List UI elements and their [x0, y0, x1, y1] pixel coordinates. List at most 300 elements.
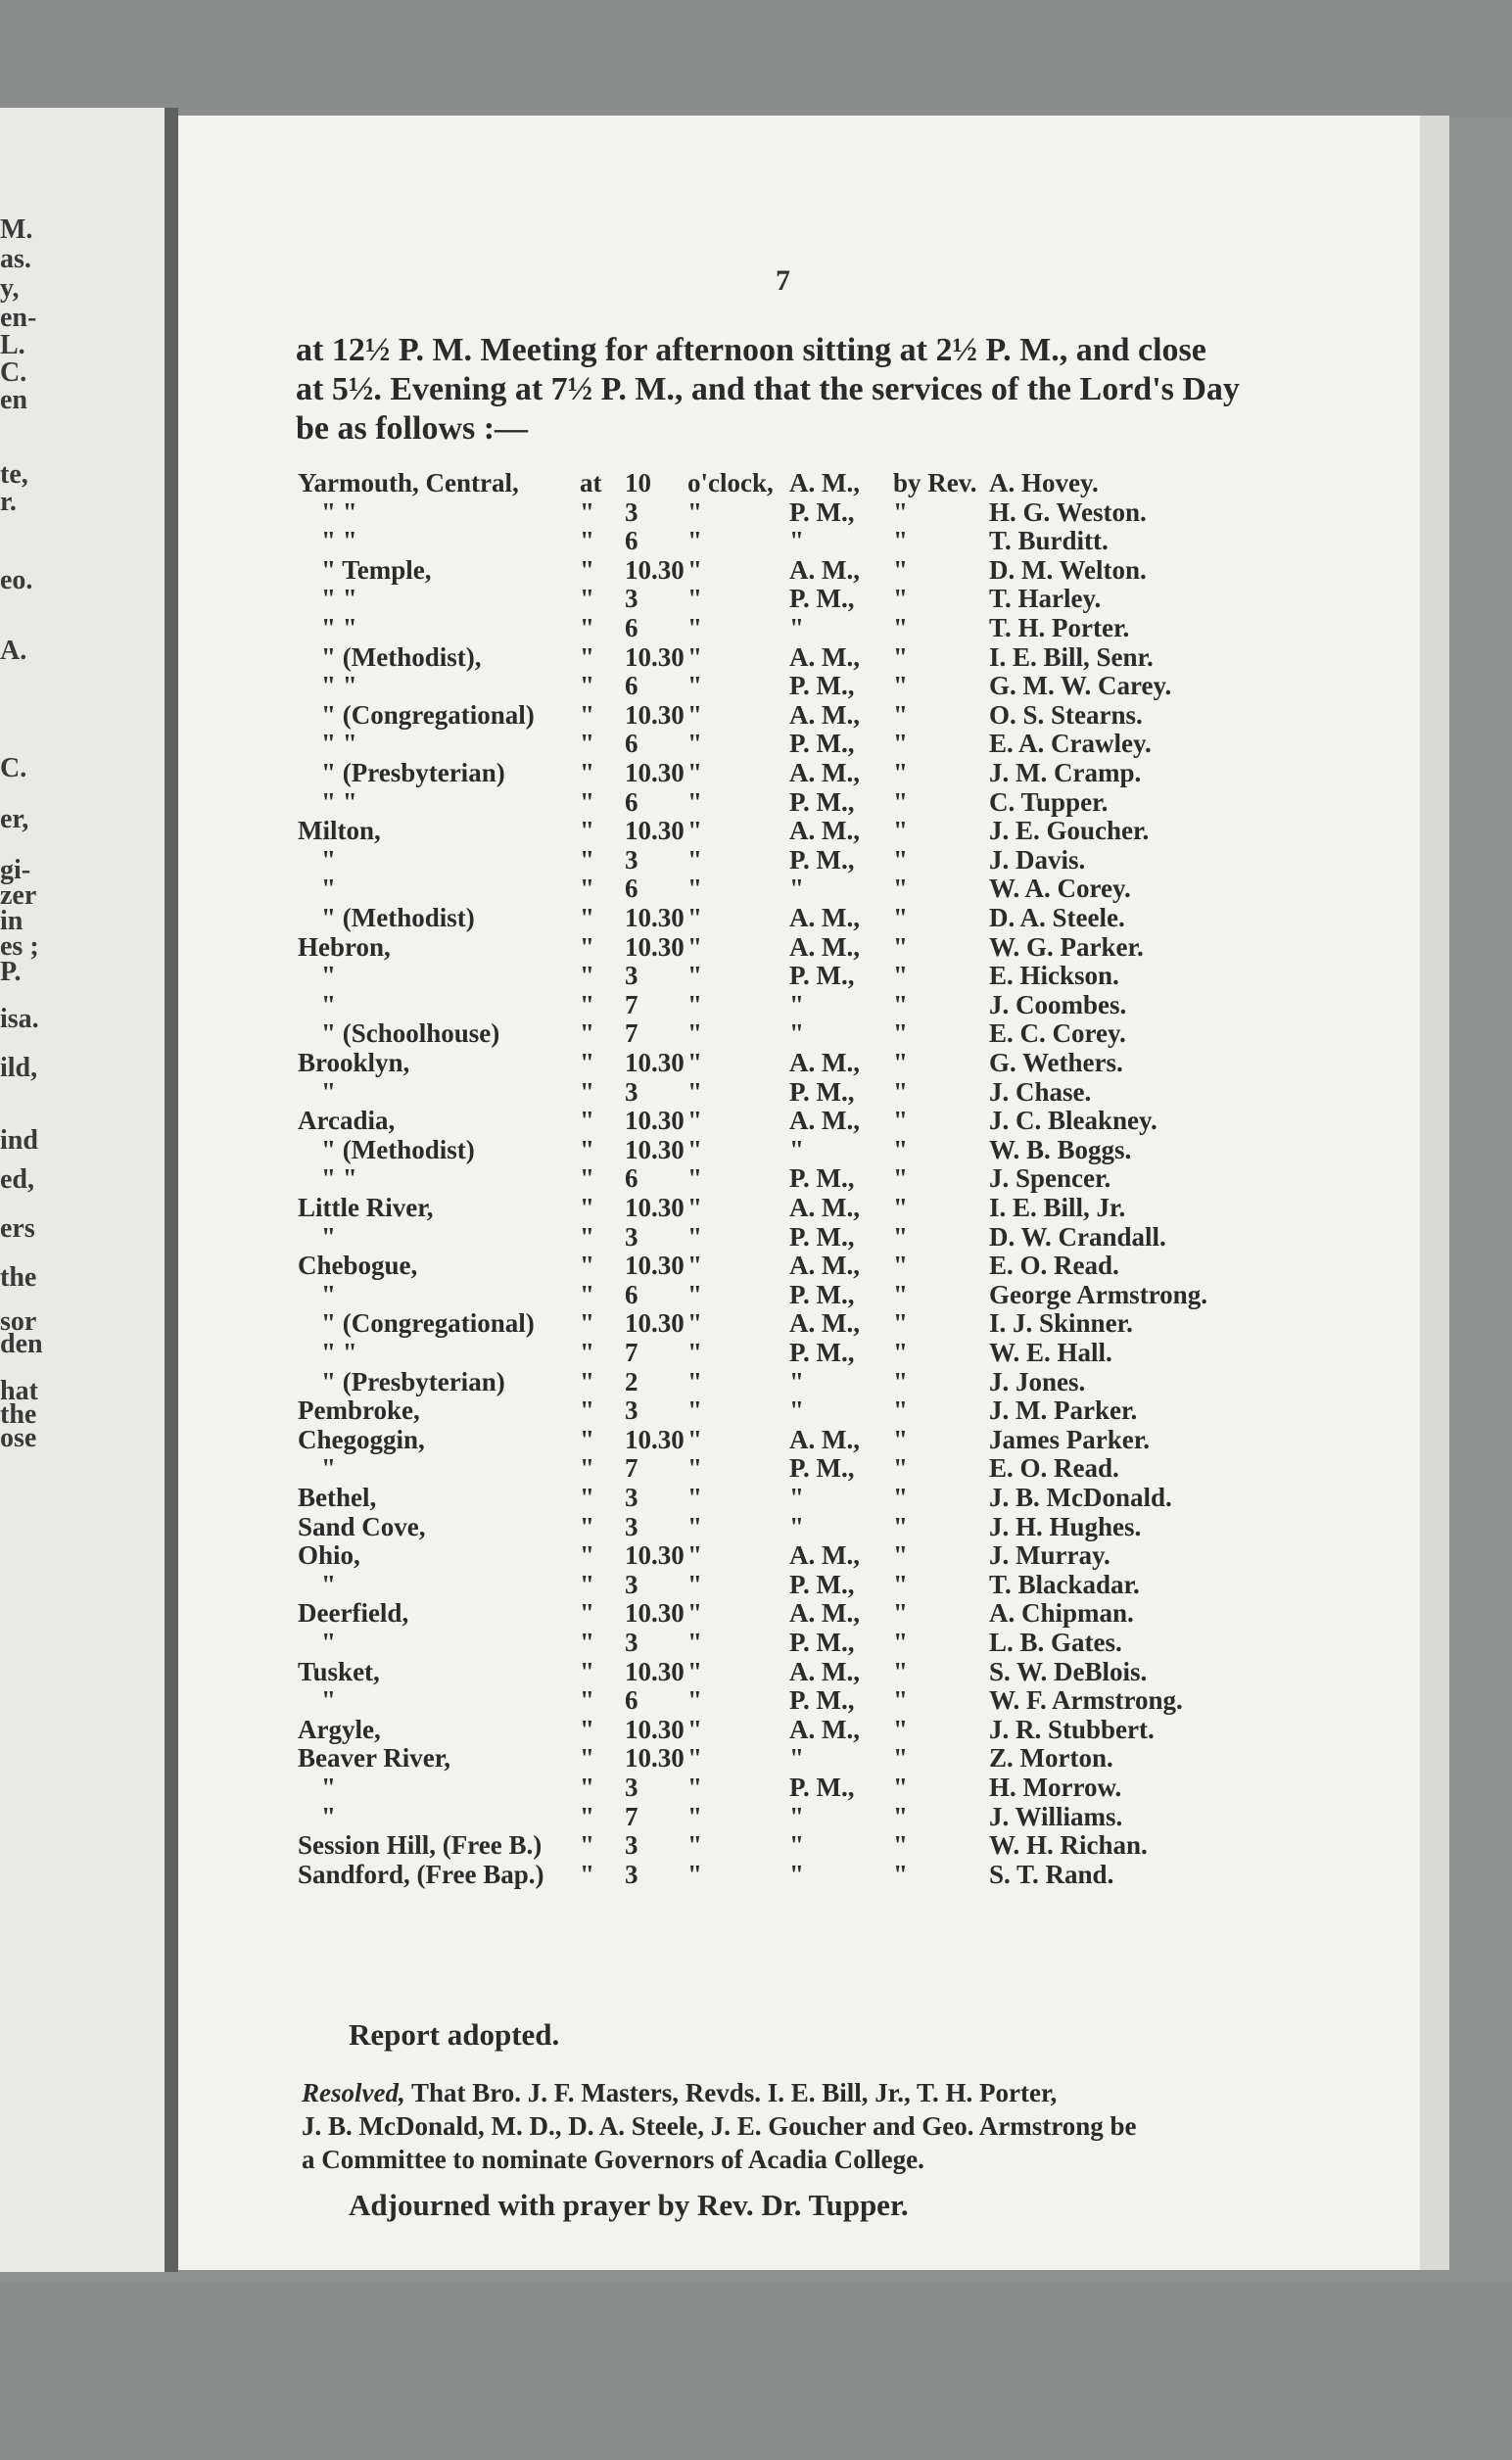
schedule-ampm: A. M., — [789, 700, 860, 730]
facing-page-fragment: P. — [0, 957, 22, 987]
schedule-row — [178, 1425, 1420, 1454]
schedule-oclock: " — [687, 584, 702, 613]
facing-page-fragment: C. — [0, 753, 27, 783]
schedule-minister: T. Burditt. — [989, 526, 1109, 555]
schedule-place: " — [321, 845, 336, 875]
schedule-oclock: " — [687, 845, 702, 875]
schedule-minister: G. Wethers. — [989, 1048, 1123, 1077]
schedule-minister: E. O. Read. — [989, 1251, 1119, 1280]
schedule-row — [178, 1367, 1420, 1396]
facing-page-fragment: as. — [0, 244, 31, 274]
schedule-by: " — [893, 1367, 908, 1396]
schedule-minister: E. C. Corey. — [989, 1018, 1126, 1048]
schedule-by: " — [893, 1570, 908, 1599]
schedule-at: " — [580, 671, 594, 700]
scan-background-bottom — [0, 2282, 1512, 2460]
schedule-row — [178, 758, 1420, 787]
schedule-oclock: " — [687, 758, 702, 787]
schedule-hour: 3 — [625, 1830, 638, 1860]
schedule-ampm: P. M., — [789, 1773, 855, 1802]
schedule-hour: 10.30 — [625, 642, 685, 672]
schedule-minister: J. Coombes. — [989, 990, 1127, 1019]
schedule-minister: E. A. Crawley. — [989, 729, 1152, 758]
schedule-ampm: A. M., — [789, 1251, 860, 1280]
schedule-oclock: " — [687, 1540, 702, 1570]
schedule-by: " — [893, 1802, 908, 1831]
schedule-row — [178, 584, 1420, 613]
schedule-oclock: " — [687, 1251, 702, 1280]
schedule-oclock: " — [687, 1773, 702, 1802]
schedule-oclock: " — [687, 990, 702, 1019]
schedule-ampm: A. M., — [789, 903, 860, 932]
schedule-ampm: A. M., — [789, 555, 860, 585]
schedule-row — [178, 1048, 1420, 1077]
schedule-place: " (Schoolhouse) — [321, 1018, 500, 1048]
schedule-at: " — [580, 961, 594, 990]
schedule-row — [178, 1396, 1420, 1425]
report-adopted: Report adopted. — [349, 2017, 560, 2052]
schedule-hour: 3 — [625, 1570, 638, 1599]
schedule-hour: 3 — [625, 1628, 638, 1657]
schedule-by: " — [893, 1657, 908, 1686]
schedule-place: " " — [321, 584, 357, 613]
schedule-row — [178, 874, 1420, 903]
schedule-by: " — [893, 1483, 908, 1512]
schedule-by: " — [893, 1628, 908, 1657]
schedule-by: " — [893, 613, 908, 642]
schedule-minister: C. Tupper. — [989, 787, 1109, 817]
schedule-hour: 10.30 — [625, 816, 685, 845]
schedule-by: " — [893, 671, 908, 700]
intro-line: at 12½ P. M. Meeting for afternoon sitting at 2½ P. M., and close — [296, 332, 1206, 368]
schedule-at: " — [580, 1483, 594, 1512]
schedule-minister: D. M. Welton. — [989, 555, 1147, 585]
schedule-hour: 10.30 — [625, 1598, 685, 1628]
schedule-ampm: P. M., — [789, 497, 855, 527]
schedule-hour: 3 — [625, 1222, 638, 1252]
schedule-hour: 6 — [625, 1163, 638, 1193]
schedule-oclock: " — [687, 932, 702, 962]
schedule-place: " Temple, — [321, 555, 432, 585]
resolved-lead: Resolved, — [302, 2078, 405, 2107]
schedule-row — [178, 1685, 1420, 1715]
schedule-at: " — [580, 903, 594, 932]
schedule-place: Milton, — [298, 816, 381, 845]
schedule-ampm: " — [789, 1396, 804, 1425]
schedule-minister: A. Hovey. — [989, 468, 1099, 497]
facing-page-fragment: C. — [0, 357, 27, 388]
schedule-hour: 3 — [625, 961, 638, 990]
schedule-place: Brooklyn, — [298, 1048, 410, 1077]
schedule-ampm: P. M., — [789, 1338, 855, 1367]
schedule-minister: J. Chase. — [989, 1077, 1092, 1107]
schedule-ampm: " — [789, 1018, 804, 1048]
schedule-hour: 10.30 — [625, 700, 685, 730]
schedule-minister: J. E. Goucher. — [989, 816, 1150, 845]
schedule-by: " — [893, 990, 908, 1019]
schedule-minister: J. R. Stubbert. — [989, 1715, 1155, 1744]
schedule-ampm: A. M., — [789, 1193, 860, 1222]
schedule-at: " — [580, 1743, 594, 1773]
schedule-row — [178, 497, 1420, 527]
schedule-hour: 10.30 — [625, 1251, 685, 1280]
schedule-place: " — [321, 961, 336, 990]
schedule-row — [178, 1483, 1420, 1512]
schedule-hour: 7 — [625, 990, 638, 1019]
schedule-row — [178, 555, 1420, 585]
schedule-hour: 3 — [625, 845, 638, 875]
schedule-at: " — [580, 1106, 594, 1135]
facing-page-fragment: es ; — [0, 931, 39, 962]
schedule-minister: J. C. Bleakney. — [989, 1106, 1158, 1135]
schedule-place: " " — [321, 613, 357, 642]
schedule-hour: 6 — [625, 1280, 638, 1309]
intro-line: be as follows :— — [296, 410, 529, 447]
schedule-oclock: " — [687, 555, 702, 585]
schedule-row — [178, 787, 1420, 817]
schedule-minister: I. J. Skinner. — [989, 1308, 1133, 1338]
facing-page-fragment: isa. — [0, 1004, 39, 1034]
facing-page-fragment: ed, — [0, 1164, 34, 1195]
facing-page-fragment: the — [0, 1262, 37, 1293]
schedule-place: " — [321, 1685, 336, 1715]
schedule-hour: 3 — [625, 584, 638, 613]
schedule-hour: 6 — [625, 671, 638, 700]
facing-page-fragment: eo. — [0, 565, 33, 595]
schedule-at: " — [580, 874, 594, 903]
resolution-text: That Bro. J. F. Masters, Revds. I. E. Bill, Jr., T. H. Porter, — [411, 2078, 1058, 2107]
schedule-by: " — [893, 1077, 908, 1107]
schedule-oclock: " — [687, 1860, 702, 1889]
schedule-at: " — [580, 1396, 594, 1425]
schedule-minister: J. M. Parker. — [989, 1396, 1138, 1425]
schedule-ampm: " — [789, 1743, 804, 1773]
schedule-oclock: " — [687, 787, 702, 817]
schedule-place: " (Methodist) — [321, 1135, 475, 1164]
schedule-ampm: P. M., — [789, 1222, 855, 1252]
intro-paragraph — [296, 331, 1353, 449]
schedule-hour: 10.30 — [625, 555, 685, 585]
schedule-row — [178, 1657, 1420, 1686]
schedule-at: " — [580, 1308, 594, 1338]
schedule-by: " — [893, 1280, 908, 1309]
schedule-ampm: P. M., — [789, 1453, 855, 1483]
schedule-ampm: A. M., — [789, 1598, 860, 1628]
schedule-place: Sandford, (Free Bap.) — [298, 1860, 544, 1889]
schedule-by: " — [893, 1773, 908, 1802]
schedule-by: " — [893, 700, 908, 730]
schedule-ampm: P. M., — [789, 1163, 855, 1193]
schedule-hour: 7 — [625, 1802, 638, 1831]
schedule-oclock: " — [687, 816, 702, 845]
schedule-place: " (Congregational) — [321, 1308, 535, 1338]
schedule-oclock: " — [687, 1802, 702, 1831]
schedule-at: " — [580, 758, 594, 787]
schedule-ampm: P. M., — [789, 1685, 855, 1715]
schedule-place: Argyle, — [298, 1715, 381, 1744]
facing-page-fragment: sor — [0, 1306, 37, 1337]
schedule-at: " — [580, 584, 594, 613]
schedule-oclock: " — [687, 1338, 702, 1367]
schedule-place: Sand Cove, — [298, 1512, 426, 1541]
schedule-at: " — [580, 1598, 594, 1628]
schedule-at: " — [580, 1135, 594, 1164]
schedule-hour: 7 — [625, 1018, 638, 1048]
schedule-by: " — [893, 1222, 908, 1252]
schedule-minister: W. E. Hall. — [989, 1338, 1112, 1367]
schedule-minister: D. A. Steele. — [989, 903, 1125, 932]
schedule-hour: 10.30 — [625, 1135, 685, 1164]
schedule-minister: J. Spencer. — [989, 1163, 1111, 1193]
schedule-by: " — [893, 729, 908, 758]
facing-page-fragment: den — [0, 1329, 43, 1359]
schedule-row — [178, 1251, 1420, 1280]
schedule-at: " — [580, 1048, 594, 1077]
schedule-place: Beaver River, — [298, 1743, 450, 1773]
schedule-minister: J. B. McDonald. — [989, 1483, 1172, 1512]
schedule-place: " (Presbyterian) — [321, 758, 505, 787]
schedule-hour: 3 — [625, 1077, 638, 1107]
schedule-by: " — [893, 1598, 908, 1628]
resolution-line: J. B. McDonald, M. D., D. A. Steele, J. E. Goucher and Geo. Armstrong be — [302, 2111, 1137, 2141]
schedule-by: " — [893, 1251, 908, 1280]
schedule-oclock: " — [687, 903, 702, 932]
schedule-by: " — [893, 787, 908, 817]
schedule-hour: 3 — [625, 1483, 638, 1512]
schedule-by: " — [893, 1453, 908, 1483]
schedule-place: " " — [321, 526, 357, 555]
schedule-place: " — [321, 1453, 336, 1483]
schedule-place: Deerfield, — [298, 1598, 409, 1628]
schedule-hour: 10.30 — [625, 1540, 685, 1570]
schedule-ampm: A. M., — [789, 1048, 860, 1077]
schedule-at: " — [580, 932, 594, 962]
schedule-hour: 10.30 — [625, 1048, 685, 1077]
page — [178, 116, 1420, 2270]
schedule-at: " — [580, 1657, 594, 1686]
schedule-hour: 10.30 — [625, 903, 685, 932]
schedule-by: " — [893, 555, 908, 585]
schedule-by: " — [893, 874, 908, 903]
schedule-row — [178, 1106, 1420, 1135]
schedule-by: " — [893, 1135, 908, 1164]
schedule-row — [178, 961, 1420, 990]
schedule-ampm: P. M., — [789, 1077, 855, 1107]
schedule-oclock: " — [687, 1628, 702, 1657]
schedule-at: " — [580, 1193, 594, 1222]
schedule-row — [178, 1743, 1420, 1773]
schedule-place: " " — [321, 497, 357, 527]
schedule-at: " — [580, 1512, 594, 1541]
schedule-by: " — [893, 1106, 908, 1135]
schedule-ampm: P. M., — [789, 729, 855, 758]
schedule-minister: L. B. Gates. — [989, 1628, 1122, 1657]
schedule-hour: 10 — [625, 468, 651, 497]
schedule-ampm: A. M., — [789, 642, 860, 672]
schedule-place: " — [321, 1773, 336, 1802]
schedule-minister: T. Blackadar. — [989, 1570, 1140, 1599]
schedule-row — [178, 729, 1420, 758]
schedule-oclock: " — [687, 1077, 702, 1107]
schedule-minister: E. Hickson. — [989, 961, 1119, 990]
schedule-row — [178, 1163, 1420, 1193]
schedule-at: " — [580, 555, 594, 585]
schedule-ampm: A. M., — [789, 816, 860, 845]
facing-page-fragment: hat — [0, 1376, 38, 1406]
schedule-place: Little River, — [298, 1193, 434, 1222]
page-edge — [1420, 116, 1449, 2270]
schedule-ampm: P. M., — [789, 1628, 855, 1657]
schedule-place: " " — [321, 729, 357, 758]
schedule-minister: W. H. Richan. — [989, 1830, 1148, 1860]
schedule-oclock: " — [687, 1657, 702, 1686]
schedule-ampm: " — [789, 1802, 804, 1831]
schedule-hour: 10.30 — [625, 1715, 685, 1744]
schedule-at: " — [580, 1222, 594, 1252]
schedule-hour: 10.30 — [625, 1308, 685, 1338]
schedule-row — [178, 700, 1420, 730]
schedule-ampm: " — [789, 526, 804, 555]
schedule-row — [178, 1512, 1420, 1541]
schedule-hour: 6 — [625, 1685, 638, 1715]
schedule-place: " (Methodist) — [321, 903, 475, 932]
schedule-hour: 10.30 — [625, 758, 685, 787]
schedule-oclock: " — [687, 1135, 702, 1164]
schedule-minister: J. Murray. — [989, 1540, 1110, 1570]
schedule-oclock: " — [687, 1106, 702, 1135]
schedule-row — [178, 1222, 1420, 1252]
schedule-place: Chebogue, — [298, 1251, 418, 1280]
schedule-hour: 3 — [625, 497, 638, 527]
schedule-at: " — [580, 1251, 594, 1280]
schedule-row — [178, 613, 1420, 642]
schedule-hour: 3 — [625, 1860, 638, 1889]
schedule-by: " — [893, 584, 908, 613]
schedule-oclock: " — [687, 1598, 702, 1628]
schedule-oclock: " — [687, 1512, 702, 1541]
schedule-at: " — [580, 700, 594, 730]
schedule-row — [178, 1018, 1420, 1048]
schedule-oclock: " — [687, 497, 702, 527]
schedule-row — [178, 1598, 1420, 1628]
schedule-row — [178, 903, 1420, 932]
schedule-minister: S. T. Rand. — [989, 1860, 1114, 1889]
schedule-minister: I. E. Bill, Jr. — [989, 1193, 1126, 1222]
schedule-ampm: A. M., — [789, 468, 860, 497]
schedule-by: " — [893, 1163, 908, 1193]
schedule-place: " " — [321, 671, 357, 700]
schedule-by: " — [893, 1396, 908, 1425]
page-number: 7 — [776, 264, 790, 297]
schedule-hour: 3 — [625, 1396, 638, 1425]
facing-page-fragment: A. — [0, 636, 27, 666]
book-gutter — [165, 108, 178, 2272]
schedule-minister: O. S. Stearns. — [989, 700, 1143, 730]
schedule-row — [178, 845, 1420, 875]
schedule-minister: J. Davis. — [989, 845, 1086, 875]
schedule-minister: J. H. Hughes. — [989, 1512, 1142, 1541]
schedule-minister: E. O. Read. — [989, 1453, 1119, 1483]
schedule-oclock: " — [687, 613, 702, 642]
schedule-at: " — [580, 1570, 594, 1599]
schedule-row — [178, 1628, 1420, 1657]
schedule-row — [178, 1308, 1420, 1338]
schedule-at: " — [580, 1018, 594, 1048]
schedule-hour: 10.30 — [625, 1657, 685, 1686]
facing-page-fragment: in — [0, 906, 24, 936]
schedule-oclock: " — [687, 1193, 702, 1222]
schedule-place: Session Hill, (Free B.) — [298, 1830, 543, 1860]
schedule-ampm: A. M., — [789, 1106, 860, 1135]
schedule-row — [178, 526, 1420, 555]
schedule-at: " — [580, 1830, 594, 1860]
resolution-paragraph — [302, 2076, 1359, 2176]
schedule-minister: A. Chipman. — [989, 1598, 1134, 1628]
schedule-minister: J. M. Cramp. — [989, 758, 1142, 787]
schedule-at: " — [580, 787, 594, 817]
adjourned-note: Adjourned with prayer by Rev. Dr. Tupper. — [349, 2188, 909, 2222]
schedule-by: " — [893, 1308, 908, 1338]
schedule-row — [178, 642, 1420, 672]
schedule-hour: 10.30 — [625, 1743, 685, 1773]
schedule-oclock: " — [687, 671, 702, 700]
schedule-minister: George Armstrong. — [989, 1280, 1207, 1309]
facing-page-fragment: gi- — [0, 855, 31, 885]
schedule-minister: W. F. Armstrong. — [989, 1685, 1183, 1715]
schedule-row — [178, 932, 1420, 962]
schedule-place: " — [321, 1570, 336, 1599]
schedule-hour: 7 — [625, 1338, 638, 1367]
schedule-ampm: A. M., — [789, 1540, 860, 1570]
schedule-by: " — [893, 1425, 908, 1454]
schedule-place: " (Presbyterian) — [321, 1367, 505, 1396]
schedule-hour: 10.30 — [625, 1193, 685, 1222]
schedule-row — [178, 1280, 1420, 1309]
schedule-minister: H. G. Weston. — [989, 497, 1147, 527]
schedule-oclock: " — [687, 1743, 702, 1773]
schedule-by: " — [893, 1860, 908, 1889]
schedule-oclock: " — [687, 1396, 702, 1425]
schedule-oclock: " — [687, 1483, 702, 1512]
schedule-minister: W. A. Corey. — [989, 874, 1131, 903]
schedule-by: " — [893, 1048, 908, 1077]
schedule-hour: 6 — [625, 874, 638, 903]
schedule-oclock: " — [687, 1280, 702, 1309]
schedule-row — [178, 468, 1420, 497]
schedule-hour: 10.30 — [625, 1425, 685, 1454]
schedule-by: " — [893, 845, 908, 875]
schedule-minister: J. Jones. — [989, 1367, 1086, 1396]
schedule-oclock: " — [687, 1222, 702, 1252]
schedule-place: " — [321, 1802, 336, 1831]
schedule-row — [178, 1773, 1420, 1802]
schedule-minister: J. Williams. — [989, 1802, 1123, 1831]
resolution-line: a Committee to nominate Governors of Acadia College. — [302, 2145, 924, 2174]
facing-page-fragment: L. — [0, 330, 25, 360]
schedule-oclock: " — [687, 1425, 702, 1454]
schedule-place: " (Methodist), — [321, 642, 482, 672]
schedule-oclock: " — [687, 642, 702, 672]
schedule-minister: James Parker. — [989, 1425, 1150, 1454]
schedule-oclock: " — [687, 1367, 702, 1396]
schedule-ampm: P. M., — [789, 584, 855, 613]
facing-page-fragment: ers — [0, 1213, 35, 1244]
schedule-at: " — [580, 1802, 594, 1831]
schedule-row — [178, 1193, 1420, 1222]
schedule-place: Ohio, — [298, 1540, 360, 1570]
schedule-by: " — [893, 1743, 908, 1773]
schedule-by: " — [893, 903, 908, 932]
